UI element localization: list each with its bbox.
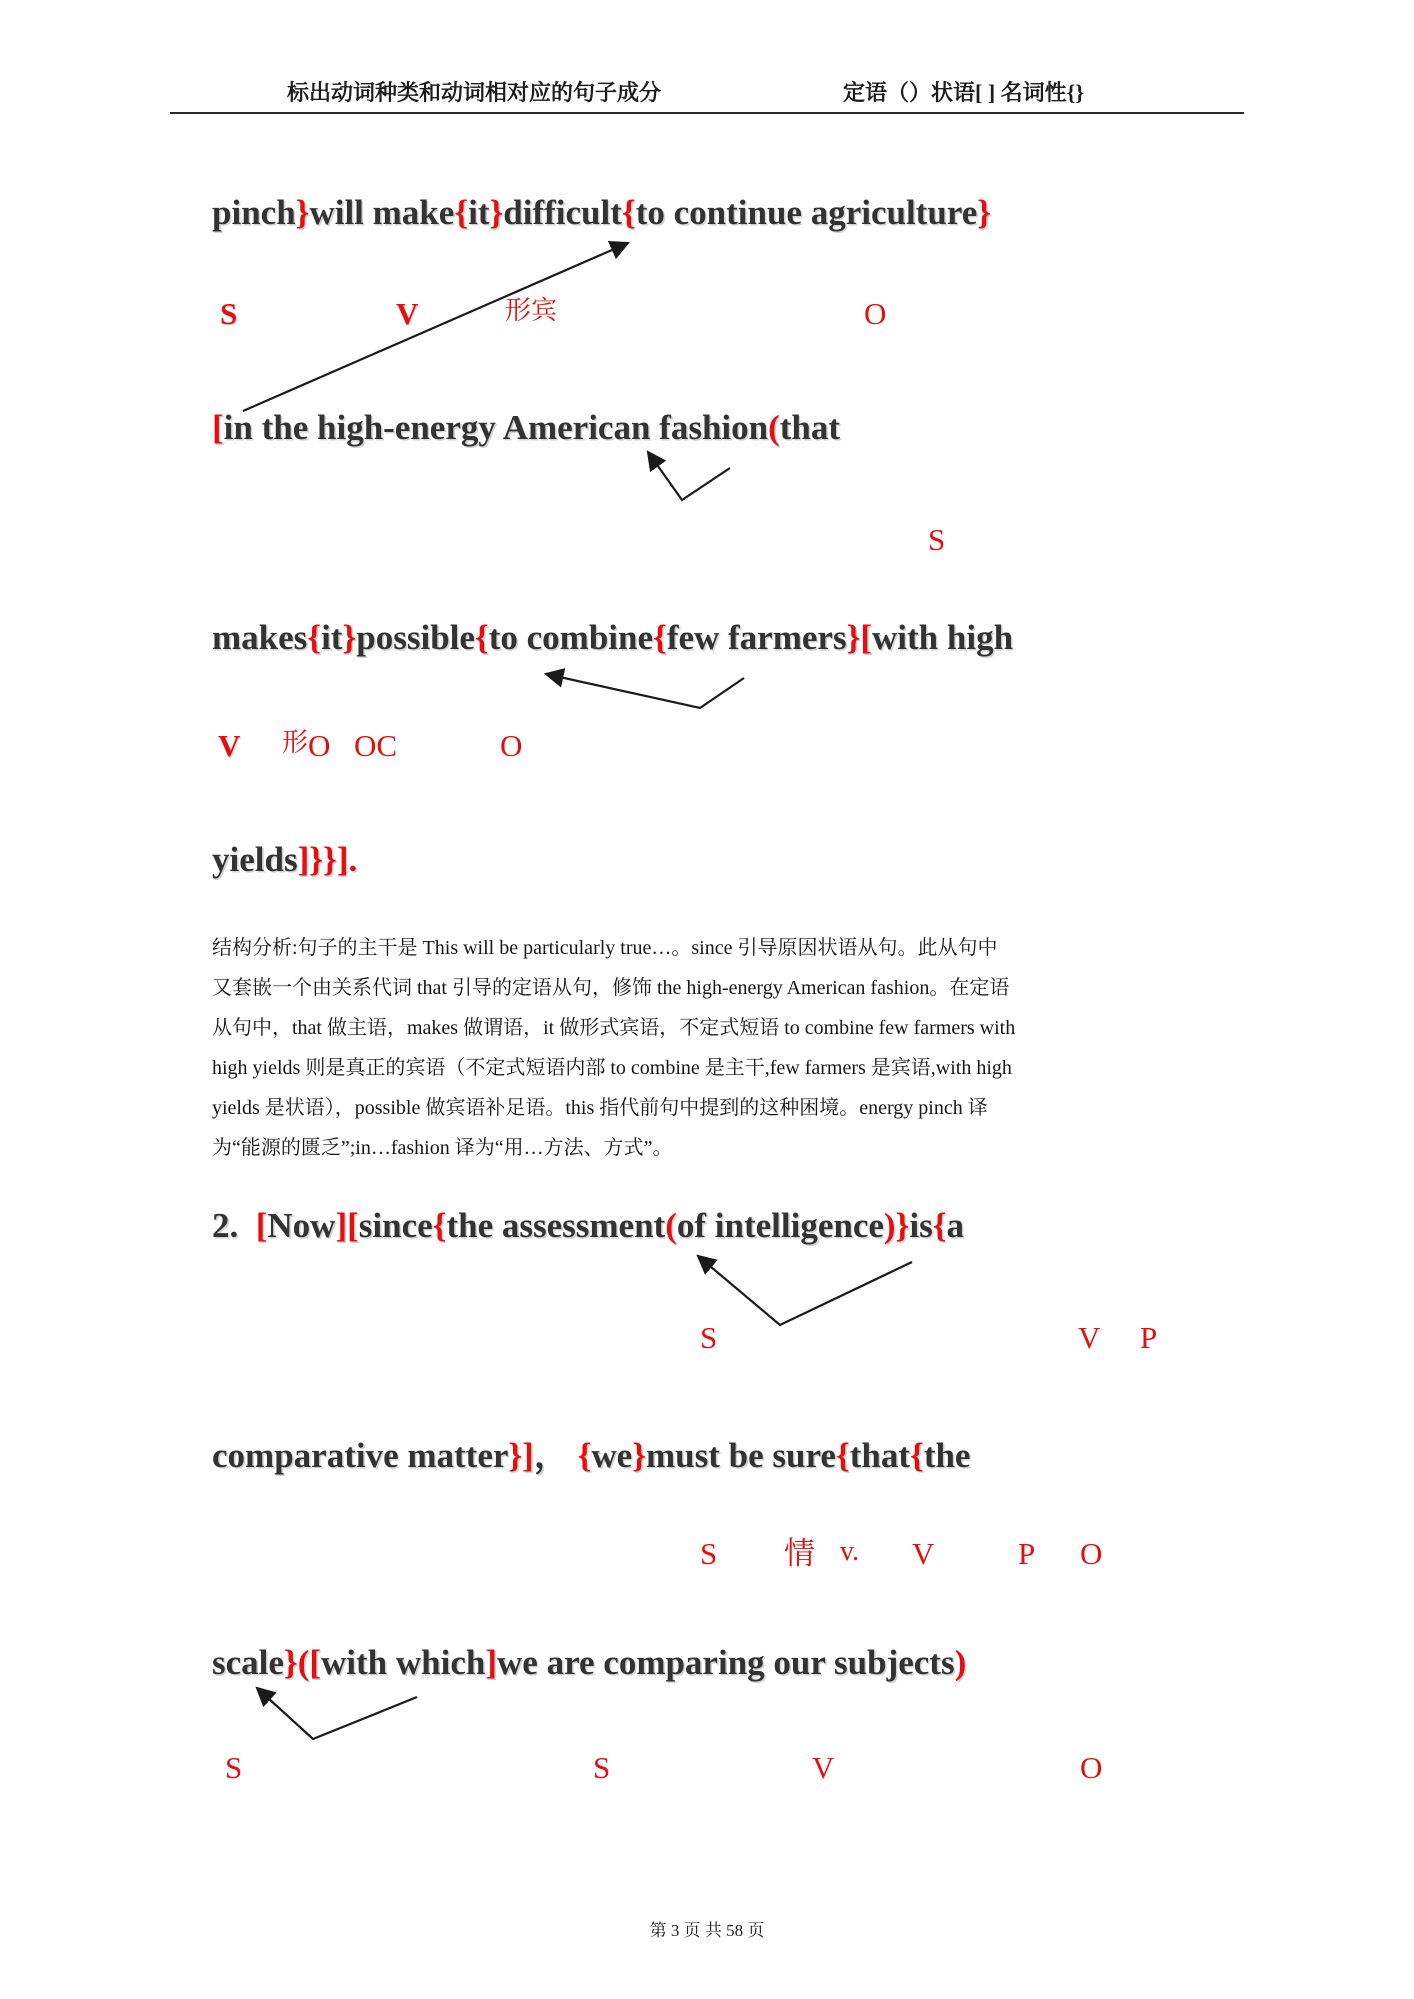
grammar-marker-S: S (700, 1320, 718, 1355)
grammar-marker-形: 形 (282, 728, 309, 757)
bracket-mark: [ (255, 1206, 268, 1245)
sentence-text: few farmers (666, 618, 847, 657)
structure-analysis-paragraph (212, 928, 1257, 1168)
bracket-mark: } (295, 193, 310, 232)
grammar-marker-OC: OC (354, 728, 398, 763)
sentence-text: in the high-energy American fashion (223, 408, 769, 447)
sentence-text: makes (212, 618, 308, 657)
sentence-text: scale (212, 1643, 284, 1682)
bracket-mark: } (977, 193, 992, 232)
bracket-mark: { (621, 193, 636, 232)
bracket-mark: ) (954, 1643, 967, 1682)
sentence-text: Now (267, 1206, 336, 1245)
header-divider (170, 112, 1244, 114)
sentence-text: to continue agriculture (635, 193, 978, 232)
bracket-mark: { (307, 618, 322, 657)
annotation-arrow (257, 1688, 417, 1739)
paragraph-line: 为“能源的匮乏”;in…fashion 译为“用…方法、方式”。 (212, 1137, 673, 1159)
grammar-marker-V: V (912, 1536, 935, 1571)
grammar-marker-P: P (1018, 1536, 1036, 1571)
sentence-text: the assessment (446, 1206, 666, 1245)
grammar-marker-V: V (812, 1750, 835, 1785)
bracket-mark: ) (883, 1206, 896, 1245)
sentence-line-2 (212, 408, 840, 448)
paragraph-line: 从句中，that 做主语，makes 做谓语，it 做形式宾语，不定式短语 to combine few farmers with (212, 1017, 1016, 1039)
sentence-text: ， (533, 1436, 578, 1475)
bracket-mark: { (474, 618, 489, 657)
bracket-mark: { (454, 193, 469, 232)
annotation-arrow (546, 674, 744, 708)
sentence-text: we are comparing our subjects (497, 1643, 955, 1682)
bracket-mark: { (653, 618, 667, 657)
grammar-marker-v.: v. (840, 1536, 860, 1567)
sentence-text: pinch (212, 193, 296, 232)
header-right-legend: 定语（）状语[ ] 名词性{} (843, 80, 1084, 105)
sentence-text: a (946, 1206, 964, 1245)
paragraph-line: 结构分析:句子的主干是 This will be particularly true…。since 引导原因状语从句。此从句中 (212, 937, 998, 959)
grammar-marker-S: S (220, 296, 238, 331)
sentence-text: it (468, 193, 490, 232)
sentence-text: it (321, 618, 343, 657)
grammar-marker-O: O (500, 728, 523, 763)
grammar-marker-O: O (308, 728, 331, 763)
grammar-marker-形宾: 形宾 (505, 296, 558, 325)
annotation-arrow (648, 452, 730, 500)
sentence-text: is (909, 1206, 933, 1245)
bracket-mark: { (910, 1436, 924, 1475)
sentence-text: difficult (503, 193, 622, 232)
sentence-line-5 (212, 1206, 964, 1246)
sentence-line-3 (212, 618, 1013, 658)
bracket-mark: } (342, 618, 357, 657)
paragraph-line: high yields 则是真正的宾语（不定式短语内部 to combine 是主干,few farmers 是宾语,with high (212, 1057, 1012, 1079)
bracket-mark: } (283, 1643, 298, 1682)
grammar-marker-V: V (218, 728, 241, 763)
grammar-marker-情: 情 (784, 1536, 815, 1571)
sentence-text: the (923, 1436, 971, 1475)
bracket-mark: { (932, 1206, 947, 1245)
bracket-mark: [ (347, 1206, 359, 1245)
sentence-text: 2. (212, 1206, 256, 1245)
grammar-marker-S: S (928, 522, 946, 557)
bracket-mark: [ (309, 1643, 322, 1682)
sentence-line-1 (212, 193, 991, 233)
bracket-mark: { (432, 1206, 447, 1245)
sentence-text: with which (321, 1643, 486, 1682)
sentence-text: we (591, 1436, 633, 1475)
grammar-marker-O: O (864, 296, 887, 331)
sentence-text: possible (356, 618, 475, 657)
bracket-mark: }] (508, 1436, 534, 1475)
sentence-text: of intelligence (676, 1206, 884, 1245)
grammar-marker-O: O (1080, 1750, 1103, 1785)
bracket-mark: [ (212, 408, 224, 447)
grammar-marker-S: S (593, 1750, 611, 1785)
grammar-marker-P: P (1140, 1320, 1158, 1355)
sentence-text: to combine (488, 618, 654, 657)
sentence-text: yields (212, 840, 298, 879)
sentence-text: must be sure (646, 1436, 836, 1475)
grammar-marker-S: S (225, 1750, 243, 1785)
page-number-footer: 第 3 页 共 58 页 (649, 1921, 765, 1940)
annotation-arrow (698, 1256, 912, 1325)
sentence-text: that (779, 408, 841, 447)
bracket-mark: } (895, 1206, 910, 1245)
sentence-line-6 (212, 1428, 970, 1478)
bracket-mark: } (489, 193, 504, 232)
sentence-text: will make (309, 193, 455, 232)
annotation-arrow (243, 243, 628, 411)
grammar-marker-S: S (700, 1536, 718, 1571)
bracket-mark: ( (768, 408, 780, 447)
bracket-mark: ]}}]. (297, 840, 358, 879)
bracket-mark: ( (665, 1206, 677, 1245)
bracket-mark: [ (860, 618, 873, 657)
sentence-text: with high (872, 618, 1014, 657)
sentence-line-4 (212, 840, 357, 880)
bracket-mark: ] (485, 1643, 498, 1682)
sentence-text: that (849, 1436, 911, 1475)
paragraph-line: yields 是状语），possible 做宾语补足语。this 指代前句中提到的这种困境。energy pinch 译 (212, 1097, 988, 1119)
paragraph-line: 又套嵌一个由关系代词 that 引导的定语从句，修饰 the high-energy American fashion。在定语 (212, 977, 1010, 999)
sentence-text: comparative matter (212, 1436, 509, 1475)
grammar-marker-O: O (1080, 1536, 1103, 1571)
bracket-mark: } (632, 1436, 647, 1475)
sentence-text: since (358, 1206, 433, 1245)
bracket-mark: ] (335, 1206, 348, 1245)
bracket-mark: } (846, 618, 861, 657)
sentence-line-7 (212, 1643, 966, 1683)
bracket-mark: { (577, 1436, 592, 1475)
header-left-title: 标出动词种类和动词相对应的句子成分 (287, 80, 662, 105)
bracket-mark: ( (297, 1643, 310, 1682)
bracket-mark: { (835, 1436, 850, 1475)
grammar-marker-V: V (1078, 1320, 1101, 1355)
grammar-marker-V: V (396, 296, 419, 331)
